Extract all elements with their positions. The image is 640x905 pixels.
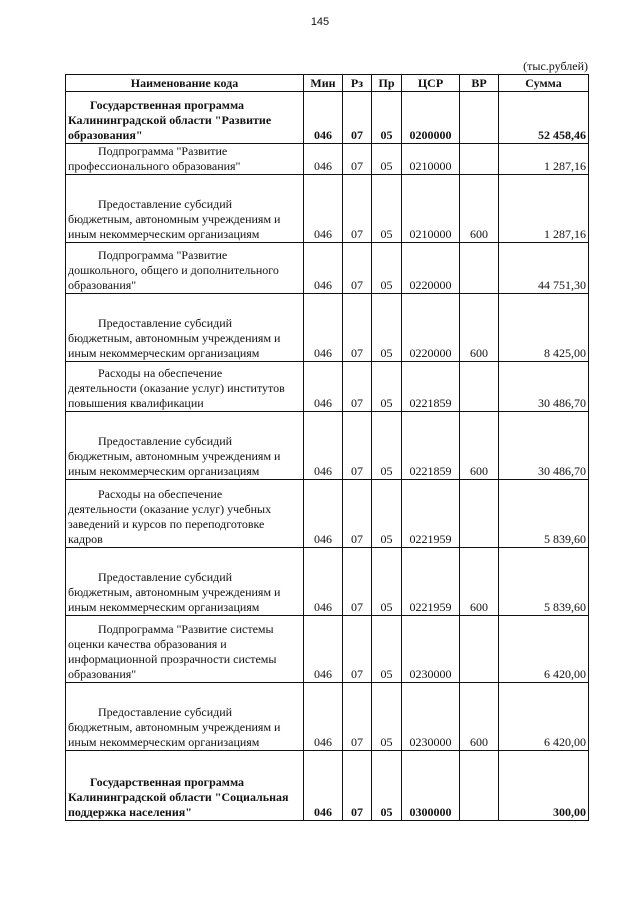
cell-name: [66, 480, 304, 548]
cell-pr: 05: [372, 144, 402, 175]
cell-name: [66, 144, 304, 175]
header-pr: Пр: [372, 75, 402, 92]
cell-name-first-line: Расходы на обеспечение: [98, 366, 223, 380]
cell-vr: [460, 751, 499, 821]
header-name: Наименование кода: [66, 75, 304, 92]
cell-name: [66, 616, 304, 683]
cell-min: 046: [304, 175, 343, 243]
cell-rz: 07: [343, 480, 372, 548]
cell-csr: 0300000: [402, 751, 460, 821]
table-row: [66, 480, 589, 548]
cell-csr: 0221959: [402, 480, 460, 548]
cell-name: [66, 362, 304, 412]
cell-sum: 1 287,16: [499, 175, 589, 243]
cell-sum: 5 839,60: [499, 548, 589, 616]
cell-min: 046: [304, 144, 343, 175]
cell-name-rest: Калининградской области "Социальная поддержка населения": [68, 790, 289, 819]
cell-pr: 05: [372, 92, 402, 144]
cell-rz: 07: [343, 683, 372, 751]
cell-pr: 05: [372, 362, 402, 412]
cell-min: 046: [304, 683, 343, 751]
cell-min: 046: [304, 92, 343, 144]
cell-csr: 0220000: [402, 243, 460, 294]
cell-name: [66, 175, 304, 243]
cell-sum: 300,00: [499, 751, 589, 821]
cell-csr: 0200000: [402, 92, 460, 144]
cell-name-first-line: Подпрограмма "Развитие: [98, 144, 228, 158]
cell-pr: 05: [372, 751, 402, 821]
cell-rz: 07: [343, 362, 372, 412]
cell-pr: 05: [372, 243, 402, 294]
cell-csr: 0210000: [402, 175, 460, 243]
cell-rz: 07: [343, 294, 372, 362]
cell-name-rest: оценки качества образования и информационной прозрачности системы образования": [68, 637, 277, 681]
cell-sum: 8 425,00: [499, 294, 589, 362]
table-row: [66, 362, 589, 412]
cell-sum: 52 458,46: [499, 92, 589, 144]
page-number: 145: [310, 16, 330, 28]
cell-name-rest: бюджетным, автономным учреждениям и иным некоммерческим организациям: [68, 449, 281, 478]
cell-name-rest: деятельности (оказание услуг) учебных заведений и курсов по переподготовке кадров: [68, 502, 272, 546]
cell-vr: [460, 243, 499, 294]
cell-name: [66, 243, 304, 294]
cell-name-rest: бюджетным, автономным учреждениям и иным некоммерческим организациям: [68, 212, 281, 241]
table-row: [66, 412, 589, 480]
cell-csr: 0230000: [402, 683, 460, 751]
cell-name-first-line: Государственная программа: [90, 775, 245, 789]
cell-name-first-line: Предоставление субсидий: [98, 705, 233, 719]
cell-min: 046: [304, 412, 343, 480]
cell-rz: 07: [343, 243, 372, 294]
table-row: [66, 616, 589, 683]
cell-min: 046: [304, 751, 343, 821]
header-vr: ВР: [460, 75, 499, 92]
cell-pr: 05: [372, 480, 402, 548]
cell-rz: 07: [343, 616, 372, 683]
cell-min: 046: [304, 362, 343, 412]
cell-csr: 0210000: [402, 144, 460, 175]
header-rz: Рз: [343, 75, 372, 92]
cell-csr: 0221859: [402, 412, 460, 480]
cell-name: [66, 92, 304, 144]
cell-csr: 0221959: [402, 548, 460, 616]
cell-pr: 05: [372, 294, 402, 362]
table-row: [66, 751, 589, 821]
cell-name-rest: Калининградской области "Развитие образования": [68, 113, 272, 142]
cell-pr: 05: [372, 175, 402, 243]
cell-csr: 0230000: [402, 616, 460, 683]
cell-sum: 6 420,00: [499, 683, 589, 751]
cell-sum: 30 486,70: [499, 362, 589, 412]
cell-name-rest: дошкольного, общего и дополнительного образования": [68, 263, 279, 292]
cell-rz: 07: [343, 175, 372, 243]
cell-name-rest: бюджетным, автономным учреждениям и иным некоммерческим организациям: [68, 720, 281, 749]
table-row: [66, 92, 589, 144]
cell-csr: 0220000: [402, 294, 460, 362]
cell-name-rest: бюджетным, автономным учреждениям и иным некоммерческим организациям: [68, 331, 281, 360]
table-row: [66, 548, 589, 616]
cell-sum: 30 486,70: [499, 412, 589, 480]
cell-name-first-line: Государственная программа: [90, 98, 245, 112]
cell-pr: 05: [372, 683, 402, 751]
cell-rz: 07: [343, 751, 372, 821]
cell-vr: [460, 92, 499, 144]
cell-pr: 05: [372, 616, 402, 683]
cell-min: 046: [304, 243, 343, 294]
cell-min: 046: [304, 480, 343, 548]
cell-vr: 600: [460, 412, 499, 480]
cell-vr: 600: [460, 548, 499, 616]
cell-vr: [460, 616, 499, 683]
cell-vr: 600: [460, 175, 499, 243]
cell-vr: [460, 480, 499, 548]
cell-min: 046: [304, 294, 343, 362]
table-row: [66, 294, 589, 362]
cell-name: [66, 683, 304, 751]
cell-name-first-line: Расходы на обеспечение: [98, 487, 223, 501]
header-min: Мин: [304, 75, 343, 92]
cell-pr: 05: [372, 412, 402, 480]
header-csr: ЦСР: [402, 75, 460, 92]
cell-sum: 5 839,60: [499, 480, 589, 548]
cell-name-rest: бюджетным, автономным учреждениям и иным некоммерческим организациям: [68, 585, 281, 614]
header-sum: Сумма: [499, 75, 589, 92]
cell-name-first-line: Предоставление субсидий: [98, 434, 233, 448]
cell-vr: [460, 144, 499, 175]
cell-pr: 05: [372, 548, 402, 616]
cell-name-rest: профессионального образования": [68, 159, 241, 173]
cell-name-first-line: Подпрограмма "Развитие: [98, 248, 228, 262]
cell-name-first-line: Предоставление субсидий: [98, 316, 233, 330]
cell-sum: 6 420,00: [499, 616, 589, 683]
cell-rz: 07: [343, 92, 372, 144]
cell-vr: [460, 362, 499, 412]
cell-name-first-line: Предоставление субсидий: [98, 197, 233, 211]
cell-rz: 07: [343, 412, 372, 480]
cell-sum: 44 751,30: [499, 243, 589, 294]
cell-rz: 07: [343, 548, 372, 616]
cell-name: [66, 751, 304, 821]
cell-csr: 0221859: [402, 362, 460, 412]
cell-vr: 600: [460, 683, 499, 751]
cell-name: [66, 294, 304, 362]
cell-name: [66, 548, 304, 616]
table-row: [66, 683, 589, 751]
cell-sum: 1 287,16: [499, 144, 589, 175]
units-label: (тыс.рублей): [523, 59, 588, 73]
cell-min: 046: [304, 616, 343, 683]
table-header-row: [66, 75, 589, 92]
cell-vr: 600: [460, 294, 499, 362]
table-row: [66, 144, 589, 175]
cell-rz: 07: [343, 144, 372, 175]
cell-name-rest: деятельности (оказание услуг) институтов повышения квалификации: [68, 381, 285, 410]
cell-min: 046: [304, 548, 343, 616]
table-row: [66, 175, 589, 243]
cell-name-first-line: Предоставление субсидий: [98, 570, 233, 584]
cell-name: [66, 412, 304, 480]
budget-table: [65, 74, 589, 821]
cell-name-first-line: Подпрограмма "Развитие системы: [98, 622, 274, 636]
table-row: [66, 243, 589, 294]
